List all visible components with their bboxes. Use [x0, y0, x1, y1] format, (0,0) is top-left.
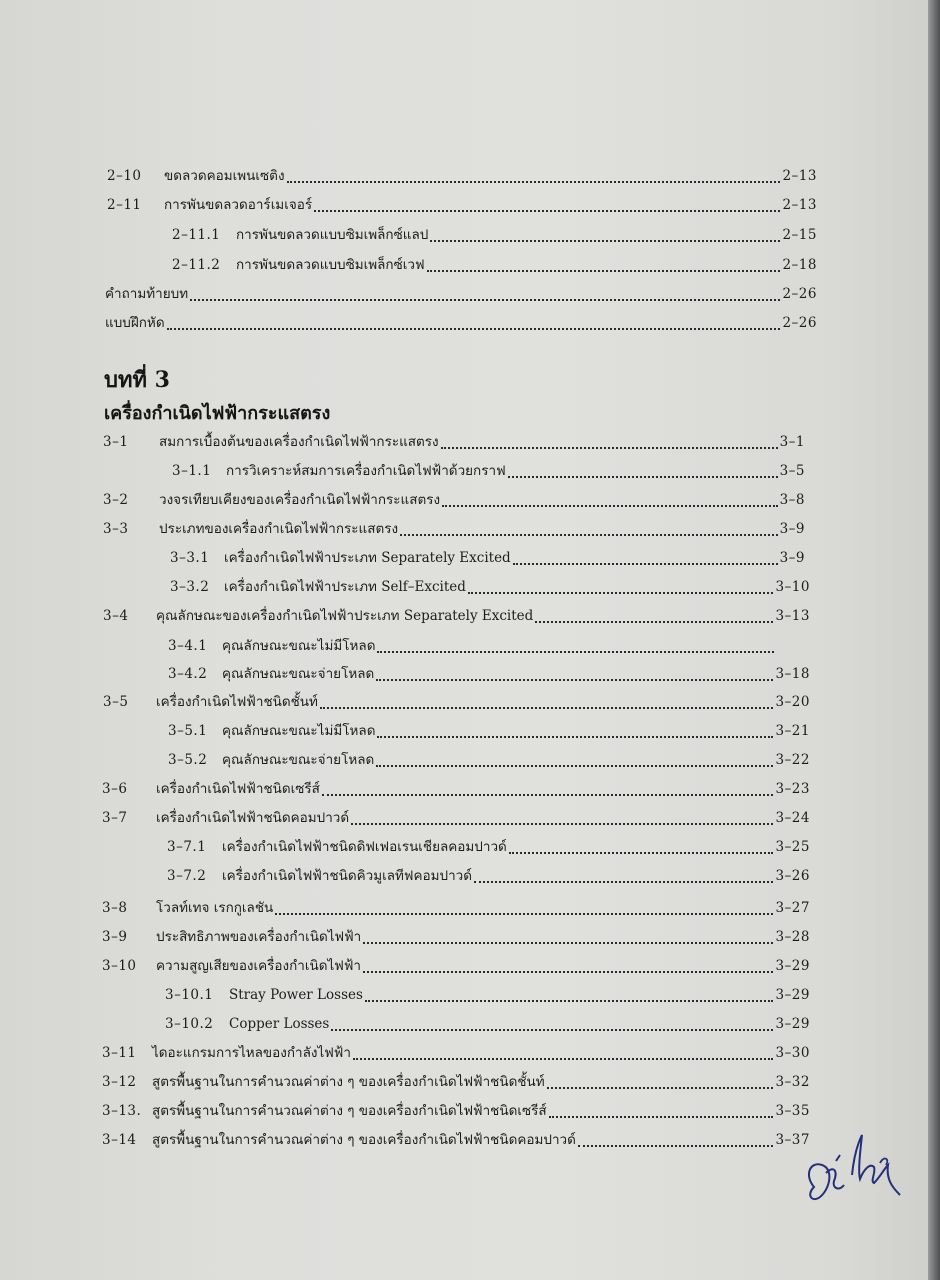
toc-entry-page: 3–30	[775, 1045, 810, 1061]
toc-entry-page: 3–27	[775, 900, 810, 916]
chapter-title: เครื่องกำเนิดไฟฟ้ากระแสตรง	[104, 403, 331, 424]
toc-entry-number: 3–5.2	[168, 752, 208, 768]
toc-entry-number: 3–7.2	[167, 868, 207, 884]
toc-entry-number: 3–7.1	[167, 839, 207, 855]
toc-entry-title: ประเภทของเครื่องกำเนิดไฟฟ้ากระแสตรง	[159, 521, 399, 537]
dot-leader	[430, 239, 780, 242]
dot-leader	[441, 446, 778, 449]
toc-entry-title: คุณลักษณะของเครื่องกำเนิดไฟฟ้าประเภท Separately Excited	[156, 608, 534, 624]
toc-subentry	[172, 253, 817, 277]
toc-entry	[102, 925, 810, 949]
toc-entry-page: 3–10	[775, 579, 810, 595]
toc-entry-page: 3–26	[775, 868, 810, 884]
toc-entry-number: 3–4	[103, 608, 129, 624]
toc-subentry	[170, 575, 810, 599]
toc-entry-title: การพันขดลวดอาร์เมเจอร์	[164, 197, 313, 213]
toc-entry	[103, 604, 810, 628]
toc-entry	[107, 193, 817, 217]
toc-entry-number: 3–10.1	[165, 987, 214, 1003]
toc-entry	[102, 1070, 810, 1094]
dot-leader	[578, 1144, 774, 1147]
toc-entry-number: 3–1.1	[172, 463, 212, 479]
dot-leader	[331, 1028, 773, 1031]
toc-entry-number: 3–1	[103, 434, 129, 450]
toc-entry-number: 3–3	[103, 521, 129, 537]
toc-entry-title: เครื่องกำเนิดไฟฟ้าชนิดดิฟเฟอเรนเชียลคอมปาวด์	[222, 839, 507, 855]
toc-entry-page: 2–13	[782, 197, 817, 213]
toc-entry-title: เครื่องกำเนิดไฟฟ้าชนิดคิวมูเลทีฟคอมปาวด์	[222, 868, 472, 884]
toc-entry-number: 3–12	[102, 1074, 137, 1090]
toc-entry-title: สูตรพื้นฐานในการคำนวณค่าต่าง ๆ ของเครื่องกำเนิดไฟฟ้าชนิดเซรีส์	[152, 1103, 547, 1119]
toc-entry-title: เครื่องกำเนิดไฟฟ้าชนิดชั้นท์	[156, 694, 318, 710]
toc-entry-number: 3–4.1	[168, 638, 208, 654]
toc-entry-page: 3–35	[775, 1103, 810, 1119]
toc-entry-title: สมการเบื้องต้นของเครื่องกำเนิดไฟฟ้ากระแสตรง	[159, 434, 439, 450]
dot-leader	[535, 620, 773, 623]
toc-entry-title: ไดอะแกรมการไหลของกำลังไฟฟ้า	[152, 1045, 351, 1061]
toc-entry-title: การพันขดลวดแบบซิมเพล็กซ์เวฟ	[236, 257, 425, 273]
toc-entry-page: 3–1	[779, 434, 805, 450]
dot-leader	[376, 764, 773, 767]
toc-entry-page: 3–25	[775, 839, 810, 855]
toc-entry	[103, 430, 805, 454]
toc-entry	[102, 1128, 810, 1152]
toc-entry	[102, 1041, 810, 1065]
toc-subentry	[172, 223, 817, 247]
toc-entry	[103, 517, 805, 541]
toc-subentry	[170, 546, 805, 570]
toc-entry	[107, 164, 817, 188]
toc-entry-title: เครื่องกำเนิดไฟฟ้าชนิดคอมปาวด์	[156, 810, 350, 826]
toc-entry	[102, 1099, 810, 1123]
toc-entry	[102, 896, 810, 920]
toc-entry-page: 3–9	[779, 550, 805, 566]
dot-leader	[549, 1115, 774, 1118]
toc-subentry	[168, 634, 776, 658]
toc-entry	[102, 954, 810, 978]
toc-entry-page: 3–20	[775, 694, 810, 710]
dot-leader	[442, 504, 777, 507]
dot-leader	[376, 678, 773, 681]
toc-entry-number: 3–11	[102, 1045, 137, 1061]
toc-entry-title: ขดลวดคอมเพนเซติง	[164, 168, 285, 184]
toc-entry	[102, 806, 810, 830]
toc-entry	[102, 777, 810, 801]
toc-entry-title: Stray Power Losses	[229, 987, 363, 1003]
toc-entry-page: 3–37	[775, 1132, 810, 1148]
toc-entry-title: คำถามท้ายบท	[105, 286, 189, 302]
dot-leader	[427, 269, 781, 272]
toc-entry-page: 3–8	[779, 492, 805, 508]
toc-entry	[103, 690, 810, 714]
toc-entry-number: 3–3.2	[170, 579, 210, 595]
toc-subentry	[168, 662, 810, 686]
toc-entry-page: 3–29	[775, 987, 810, 1003]
toc-entry-title: สูตรพื้นฐานในการคำนวณค่าต่าง ๆ ของเครื่องกำเนิดไฟฟ้าชนิดชั้นท์	[152, 1074, 545, 1090]
toc-entry-title: เครื่องกำเนิดไฟฟ้าประเภท Self–Excited	[224, 579, 466, 595]
dot-leader	[320, 706, 774, 709]
toc-entry-title: ความสูญเสียของเครื่องกำเนิดไฟฟ้า	[156, 958, 361, 974]
toc-entry-title: โวลท์เทจ เรกกูเลชัน	[156, 900, 274, 916]
toc-entry-number: 3–2	[103, 492, 129, 508]
toc-entry-number: 2–11.2	[172, 257, 221, 273]
chapter-label: บทที่ 3	[104, 367, 170, 393]
page-edge-shadow	[928, 0, 940, 1280]
dot-leader	[365, 999, 774, 1002]
toc-entry-title: คุณลักษณะขณะจ่ายโหลด	[222, 752, 375, 768]
toc-subentry	[167, 864, 810, 888]
toc-entry-number: 2–10	[107, 168, 142, 184]
dot-leader	[377, 735, 773, 738]
toc-entry-number: 3–4.2	[168, 666, 208, 682]
toc-entry-title: แบบฝึกหัด	[105, 315, 165, 331]
dot-leader	[468, 591, 774, 594]
toc-entry-page: 3–18	[775, 666, 810, 682]
dot-leader	[509, 851, 774, 854]
toc-entry-page: 3–22	[775, 752, 810, 768]
toc-subentry	[168, 719, 810, 743]
dot-leader	[363, 941, 773, 944]
toc-entry-page: 3–28	[775, 929, 810, 945]
toc-entry-number: 3–13.	[102, 1103, 142, 1119]
toc-entry-title: คุณลักษณะขณะไม่มีโหลด	[222, 723, 376, 739]
dot-leader	[377, 650, 774, 653]
toc-entry-page: 2–26	[782, 286, 817, 302]
toc-entry-page: 3–13	[775, 608, 810, 624]
toc-entry	[105, 282, 817, 306]
toc-entry-number: 3–3.1	[170, 550, 210, 566]
toc-entry-number: 3–8	[102, 900, 128, 916]
toc-subentry	[165, 1012, 810, 1036]
dot-leader	[508, 475, 778, 478]
dot-leader	[287, 180, 781, 183]
dot-leader	[275, 912, 773, 915]
toc-entry-page: 3–21	[775, 723, 810, 739]
toc-entry-title: ประสิทธิภาพของเครื่องกำเนิดไฟฟ้า	[156, 929, 362, 945]
toc-entry-title: วงจรเทียบเคียงของเครื่องกำเนิดไฟฟ้ากระแสตรง	[159, 492, 441, 508]
toc-entry	[103, 488, 805, 512]
dot-leader	[474, 880, 773, 883]
toc-entry-number: 3–10.2	[165, 1016, 214, 1032]
toc-entry-page: 3–23	[775, 781, 810, 797]
dot-leader	[314, 209, 780, 212]
toc-entry-number: 3–6	[102, 781, 128, 797]
dot-leader	[547, 1086, 774, 1089]
toc-entry-number: 2–11	[107, 197, 142, 213]
toc-subentry	[165, 983, 810, 1007]
toc-entry-page: 2–26	[782, 315, 817, 331]
toc-entry-title: การพันขดลวดแบบซิมเพล็กซ์แลป	[236, 227, 429, 243]
toc-entry-page: 2–13	[782, 168, 817, 184]
toc-entry-number: 3–5.1	[168, 723, 208, 739]
toc-entry-page: 3–29	[775, 958, 810, 974]
toc-entry-title: คุณลักษณะขณะจ่ายโหลด	[222, 666, 375, 682]
toc-entry-number: 3–5	[103, 694, 129, 710]
toc-entry-title: คุณลักษณะขณะไม่มีโหลด	[222, 638, 376, 654]
toc-entry-number: 3–9	[102, 929, 128, 945]
toc-entry-title: Copper Losses	[229, 1016, 330, 1032]
toc-entry-title: การวิเคราะห์สมการเครื่องกำเนิดไฟฟ้าด้วยกราฟ	[226, 463, 506, 479]
toc-entry-title: เครื่องกำเนิดไฟฟ้าประเภท Separately Excited	[224, 550, 511, 566]
dot-leader	[167, 327, 781, 330]
toc-entry	[105, 311, 817, 335]
toc-entry-page: 3–29	[775, 1016, 810, 1032]
dot-leader	[351, 822, 773, 825]
toc-entry-page: 3–32	[775, 1074, 810, 1090]
toc-entry-number: 2–11.1	[172, 227, 221, 243]
toc-entry-page: 3–9	[779, 521, 805, 537]
dot-leader	[363, 970, 773, 973]
toc-subentry	[168, 748, 810, 772]
dot-leader	[353, 1057, 774, 1060]
handwritten-signature	[800, 1125, 915, 1225]
toc-entry-page: 3–24	[775, 810, 810, 826]
dot-leader	[322, 793, 774, 796]
toc-subentry	[172, 459, 805, 483]
toc-entry-page: 2–18	[782, 257, 817, 273]
toc-entry-title: เครื่องกำเนิดไฟฟ้าชนิดเซรีส์	[156, 781, 320, 797]
dot-leader	[190, 298, 780, 301]
toc-entry-page: 3–5	[779, 463, 805, 479]
toc-entry-number: 3–10	[102, 958, 137, 974]
toc-entry-page: 2–15	[782, 227, 817, 243]
dot-leader	[400, 533, 777, 536]
toc-subentry	[167, 835, 810, 859]
toc-entry-number: 3–7	[102, 810, 128, 826]
dot-leader	[513, 562, 778, 565]
toc-entry-number: 3–14	[102, 1132, 137, 1148]
toc-entry-title: สูตรพื้นฐานในการคำนวณค่าต่าง ๆ ของเครื่องกำเนิดไฟฟ้าชนิดคอมปาวด์	[152, 1132, 576, 1148]
